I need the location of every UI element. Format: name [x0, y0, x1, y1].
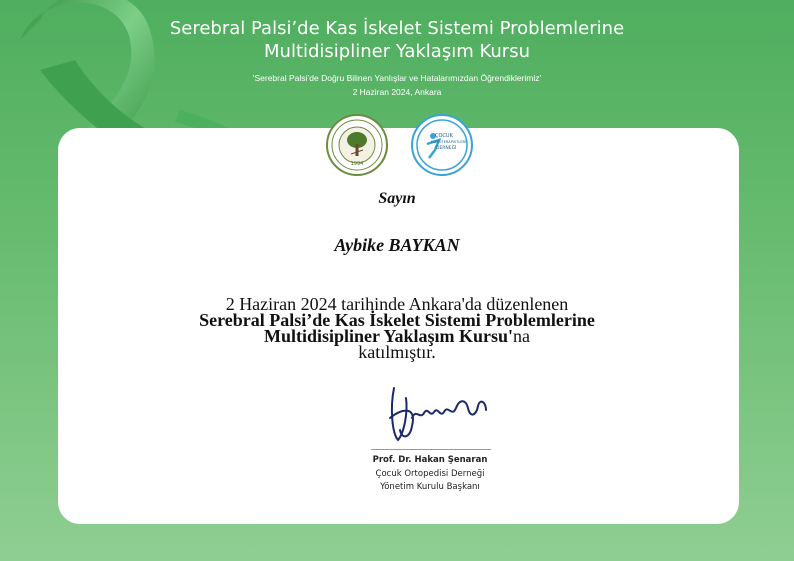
- body-line-end: katılmıştır.: [358, 342, 436, 362]
- child-figure-icon: [413, 116, 471, 174]
- body-line1: 2 Haziran 2024 tarihinde Ankara'da düzenlenen: [225, 294, 569, 314]
- logo-text-mid: FİZYOTERAPİSTLERİ: [431, 140, 467, 144]
- signatory-role: Yönetim Kurulu Başkanı: [380, 482, 480, 492]
- certificate-body: [0, 296, 794, 360]
- cocuk-fizyoterapistleri-logo: [411, 114, 473, 176]
- course-title-line2: Multidisipliner Yaklaşım Kursu: [264, 41, 530, 62]
- course-name-suffix: na: [513, 326, 531, 346]
- logo-text-bottom: DERNEĞİ: [436, 146, 457, 151]
- signatory-organization: Çocuk Ortopedisi Derneği: [375, 469, 485, 479]
- signatory-name: Prof. Dr. Hakan Şenaran: [372, 455, 488, 465]
- logo-text-top: ÇOCUK: [435, 133, 453, 139]
- cocuk-ortopedisi-logo: [326, 114, 388, 176]
- recipient-name: Aybike BAYKAN: [334, 235, 460, 255]
- course-date-place: 2 Haziran 2024, Ankara: [352, 87, 442, 97]
- course-subtitle: 'Serebral Palsi’de Doğru Bilinen Yanlışlar ve Hatalarımızdan Öğrendiklerimiz': [252, 73, 542, 83]
- course-name-line1: Serebral Palsi’de Kas İskelet Sistemi Problemlerine: [199, 310, 595, 330]
- salutation: Sayın: [378, 190, 416, 207]
- handwritten-signature: [382, 378, 492, 448]
- course-title-line1: Serebral Palsi’de Kas İskelet Sistemi Problemlerine: [169, 18, 625, 39]
- signature-line: [371, 449, 491, 450]
- seal-year: 1994: [350, 161, 364, 167]
- course-name-text: Multidisipliner Yaklaşım Kursu': [263, 326, 514, 346]
